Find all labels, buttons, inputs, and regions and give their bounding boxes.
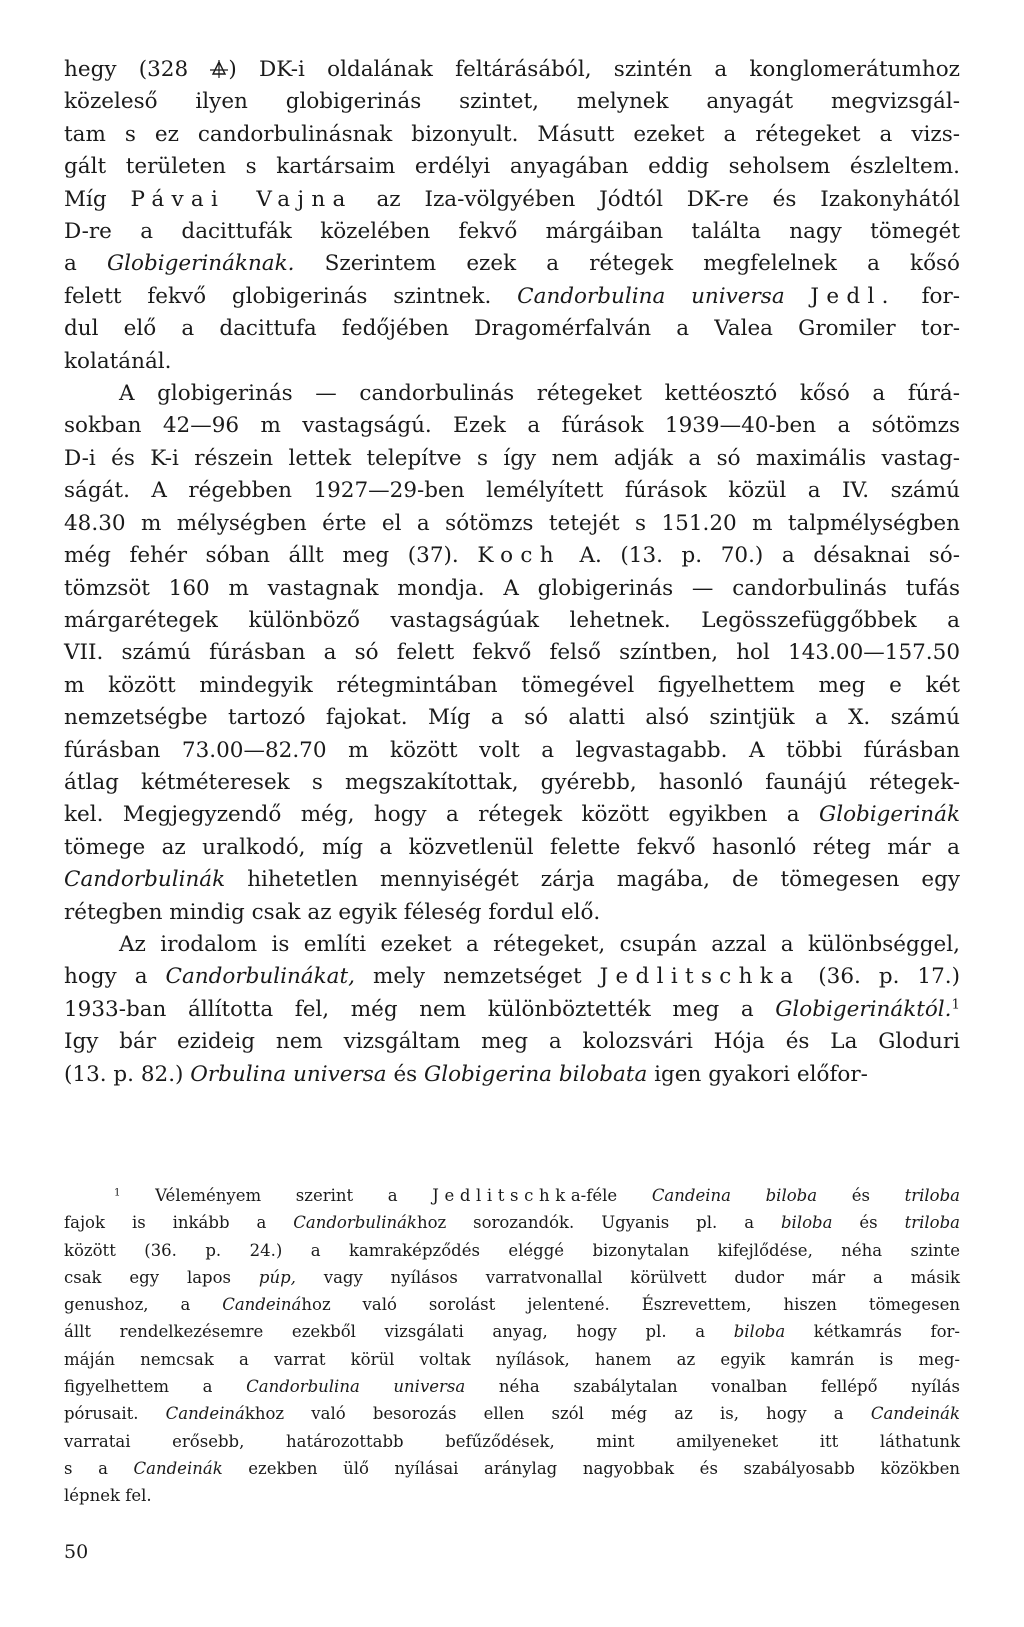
text-run: kétkamrás for- bbox=[785, 1322, 960, 1342]
text-run: genushoz, a bbox=[64, 1295, 223, 1315]
text-line bbox=[64, 313, 960, 345]
text-run: lépnek fel. bbox=[64, 1486, 152, 1506]
text-run: máján nemcsak a varrat körül voltak nyílások, hanem az egyik kamrán is meg- bbox=[64, 1349, 960, 1369]
italic-term: púp, bbox=[258, 1267, 296, 1287]
text-line bbox=[64, 216, 960, 248]
text-run: néha szabálytalan vonalban fellépő nyílás bbox=[465, 1377, 960, 1397]
author-name: Koch bbox=[477, 543, 561, 569]
text-run: 1933-ban állította fel, még nem különböztették meg a bbox=[64, 996, 776, 1022]
text-line bbox=[64, 605, 960, 637]
text-run: az Iza-völgyében Jódtól DK-re és Izakonyhától bbox=[352, 186, 960, 212]
author-name: Jedl. bbox=[810, 283, 896, 309]
text-line bbox=[64, 994, 960, 1026]
text-run: A. (13. p. 70.) a désaknai só- bbox=[560, 543, 960, 569]
italic-term: Candorbulinák bbox=[293, 1213, 417, 1233]
italic-term: biloba bbox=[733, 1322, 786, 1342]
text-run: igen gyakori előfor- bbox=[647, 1061, 868, 1087]
text-line bbox=[64, 119, 960, 151]
footnote-line bbox=[64, 1318, 960, 1345]
text-line bbox=[64, 1059, 960, 1091]
italic-term: Candeina biloba bbox=[651, 1186, 818, 1205]
italic-term: Candeinák bbox=[870, 1404, 960, 1424]
italic-term: Candorbulinák bbox=[64, 867, 226, 893]
text-run: Míg bbox=[64, 186, 131, 212]
text-run: Szerintem ezek a rétegek megfelelnek a kősó bbox=[294, 251, 960, 277]
text-run: hihetetlen mennyiségét zárja magába, de tömegesen egy bbox=[225, 867, 960, 893]
text-line bbox=[64, 637, 960, 669]
text-run: sokban 42—96 m vastagságú. Ezek a fúrások 1939—40-ben a sótömzs bbox=[64, 413, 960, 439]
footnote-line bbox=[64, 1482, 960, 1509]
footnote-line bbox=[64, 1346, 960, 1373]
author-name: Jedlitschk bbox=[432, 1186, 571, 1205]
footnote-line bbox=[64, 1455, 960, 1482]
text-run: (36. p. 17.) bbox=[800, 964, 961, 990]
italic-term: Globigerináknak. bbox=[106, 251, 295, 277]
italic-term: Globigerina bilobata bbox=[424, 1061, 648, 1087]
text-run: között (36. p. 24.) a kamraképződés eléggé bizonytalan kifejlődése, néha szinte bbox=[64, 1240, 960, 1260]
footnote-line bbox=[64, 1291, 960, 1318]
text-line bbox=[64, 151, 960, 183]
text-run: tam s ez candorbulinásnak bizonyult. Másutt ezeket a rétegeket a vizs- bbox=[64, 121, 960, 147]
italic-term: Candeinák bbox=[133, 1458, 223, 1478]
text-run: hoz való sorolást jelentené. Észrevettem, hiszen tömegesen bbox=[301, 1295, 960, 1315]
text-line bbox=[64, 248, 960, 280]
italic-term: Globigerinák bbox=[819, 802, 960, 828]
text-line bbox=[64, 54, 960, 86]
text-line bbox=[64, 573, 960, 605]
text-run: ságát. A régebben 1927—29-ben lemélyített fúrások közül a IV. számú bbox=[64, 478, 960, 504]
text-line bbox=[64, 735, 960, 767]
italic-term: Candorbulina universa bbox=[246, 1377, 466, 1397]
text-line bbox=[64, 378, 960, 410]
text-run: Az irodalom is említi ezeket a rétegeket, csupán azzal a különbséggel, bbox=[119, 931, 960, 957]
text-run: (13. p. 82.) bbox=[64, 1061, 191, 1087]
text-run: kel. Megjegyzendő még, hogy a rétegek között egyikben a bbox=[64, 802, 820, 828]
italic-term: Candeiná bbox=[165, 1404, 245, 1424]
text-line bbox=[64, 864, 960, 896]
text-line bbox=[64, 540, 960, 572]
text-run: és bbox=[832, 1213, 905, 1233]
italic-term: triloba bbox=[904, 1213, 960, 1233]
text-run: dul elő a dacittufa fedőjében Dragomérfalván a Valea Gromiler tor- bbox=[64, 316, 960, 342]
text-run: s a bbox=[64, 1458, 134, 1478]
text-line bbox=[64, 670, 960, 702]
text-run: tömzsöt 160 m vastagnak mondja. A globigerinás — candorbulinás tufás bbox=[64, 575, 960, 601]
text-run: Igy bár ezideig nem vizsgáltam meg a kolozsvári Hója és La Gloduri bbox=[64, 1029, 960, 1055]
text-run bbox=[785, 284, 811, 309]
author-name: Jedlitschka bbox=[599, 964, 801, 990]
footnote-line bbox=[64, 1400, 960, 1427]
text-run: még fehér sóban állt meg (37). bbox=[64, 543, 478, 569]
body-text bbox=[64, 54, 960, 1091]
text-line bbox=[64, 86, 960, 118]
italic-term: Candorbulina universa bbox=[517, 283, 785, 309]
text-run: varratai erősebb, határozottabb befűződések, mint amilyeneket itt láthatunk bbox=[64, 1431, 960, 1451]
text-run: khoz való besorozás ellen szól még az is, hogy a bbox=[244, 1404, 871, 1424]
text-run: Véleményem szerint a bbox=[120, 1186, 433, 1205]
author-name: Pávai Vajna bbox=[130, 186, 353, 212]
footnote-marker: 1 bbox=[114, 1187, 121, 1199]
text-run: és bbox=[386, 1061, 425, 1087]
text-line bbox=[64, 475, 960, 507]
text-line bbox=[64, 832, 960, 864]
text-line bbox=[64, 346, 960, 378]
text-run: rétegben mindig csak az egyik féleség fordul elő. bbox=[64, 899, 601, 925]
text-line bbox=[64, 929, 960, 961]
text-line bbox=[64, 281, 960, 313]
triangulation-point-icon bbox=[210, 60, 228, 78]
text-run: mely nemzetséget bbox=[354, 964, 600, 990]
italic-term: biloba bbox=[780, 1213, 833, 1233]
text-run: közeleső ilyen globigerinás szintet, melynek anyagát megvizsgál- bbox=[64, 89, 960, 115]
italic-term: Candorbulinákat, bbox=[165, 964, 355, 990]
text-line bbox=[64, 702, 960, 734]
text-run: tömege az uralkodó, míg a közvetlenül felette fekvő hasonló réteg már a bbox=[64, 834, 960, 860]
text-run: a-féle bbox=[570, 1186, 652, 1205]
page-number: 50 bbox=[64, 1541, 89, 1563]
text-line bbox=[64, 1026, 960, 1058]
footnote-line bbox=[64, 1428, 960, 1455]
italic-term: Globigerináktól. bbox=[775, 996, 952, 1022]
text-run: for- bbox=[895, 283, 961, 309]
text-run: ezekben ülő nyílásai aránylag nagyobbak és szabályosabb közökben bbox=[222, 1458, 960, 1478]
text-line bbox=[64, 961, 960, 993]
text-run: D-re a dacittufák közelében fekvő márgáiban találta nagy tömegét bbox=[64, 219, 960, 245]
text-line bbox=[64, 897, 960, 929]
text-run: A globigerinás — candorbulinás rétegeket kettéosztó kősó a fúrá- bbox=[119, 381, 960, 407]
footnote-line bbox=[64, 1237, 960, 1264]
text-run: VII. számú fúrásban a só felett fekvő felső színtben, hol 143.00—157.50 bbox=[64, 640, 960, 666]
text-run: márgarétegek különböző vastagságúak lehetnek. Legösszefüggőbbek a bbox=[64, 607, 960, 633]
text-run: átlag kétméteresek s megszakítottak, gyérebb, hasonló faunájú rétegek- bbox=[64, 769, 960, 795]
text-run: fajok is inkább a bbox=[64, 1213, 294, 1233]
text-run: vagy nyílásos varratvonallal körülvett dudor már a másik bbox=[295, 1267, 960, 1287]
text-line bbox=[64, 508, 960, 540]
text-run: pórusait. bbox=[64, 1404, 166, 1424]
italic-term: Candeiná bbox=[222, 1295, 302, 1315]
text-run: D-i és K-i részein lettek telepítve s így nem adják a só maximális vastag- bbox=[64, 445, 960, 471]
text-run: hogy a bbox=[64, 964, 166, 990]
text-run: gált területen s kartársaim erdélyi anyagában eddig seholsem észleltem. bbox=[64, 154, 960, 180]
text-run: m között mindegyik rétegmintában tömegével figyelhettem meg e két bbox=[64, 672, 960, 698]
text-run: állt rendelkezésemre ezekből vizsgálati anyag, hogy pl. a bbox=[64, 1322, 734, 1342]
text-run: nemzetségbe tartozó fajokat. Míg a só alatti alsó szintjük a X. számú bbox=[64, 705, 960, 731]
text-line bbox=[64, 767, 960, 799]
footnote-line bbox=[64, 1373, 960, 1400]
footnote-marker: 1 bbox=[951, 997, 960, 1013]
footnote bbox=[64, 1182, 960, 1510]
text-run: fúrásban 73.00—82.70 m között volt a legvastagabb. A többi fúrásban bbox=[64, 737, 960, 763]
footnote-line bbox=[64, 1209, 960, 1236]
footnote-line bbox=[64, 1264, 960, 1291]
italic-term: Orbulina universa bbox=[190, 1061, 387, 1087]
text-run: hoz sorozandók. Ugyanis pl. a bbox=[416, 1213, 781, 1233]
text-run: 48.30 m mélységben érte el a sótömzs tetejét s 151.20 m talpmélységben bbox=[64, 510, 960, 536]
text-line bbox=[64, 410, 960, 442]
text-run: felett fekvő globigerinás szintnek. bbox=[64, 283, 518, 309]
text-run: hegy (328 bbox=[64, 57, 211, 82]
text-run: kolatánál. bbox=[64, 348, 172, 374]
text-run: és bbox=[817, 1186, 905, 1205]
footnote-line bbox=[64, 1182, 960, 1209]
text-line bbox=[64, 443, 960, 475]
text-line bbox=[64, 184, 960, 216]
text-line bbox=[64, 799, 960, 831]
text-run: figyelhettem a bbox=[64, 1377, 247, 1397]
text-run: ) DK-i oldalának feltárásából, szintén a konglomerátumhoz bbox=[228, 57, 960, 82]
italic-term: triloba bbox=[904, 1186, 960, 1205]
text-run: csak egy lapos bbox=[64, 1267, 259, 1287]
text-run: a bbox=[64, 251, 107, 277]
